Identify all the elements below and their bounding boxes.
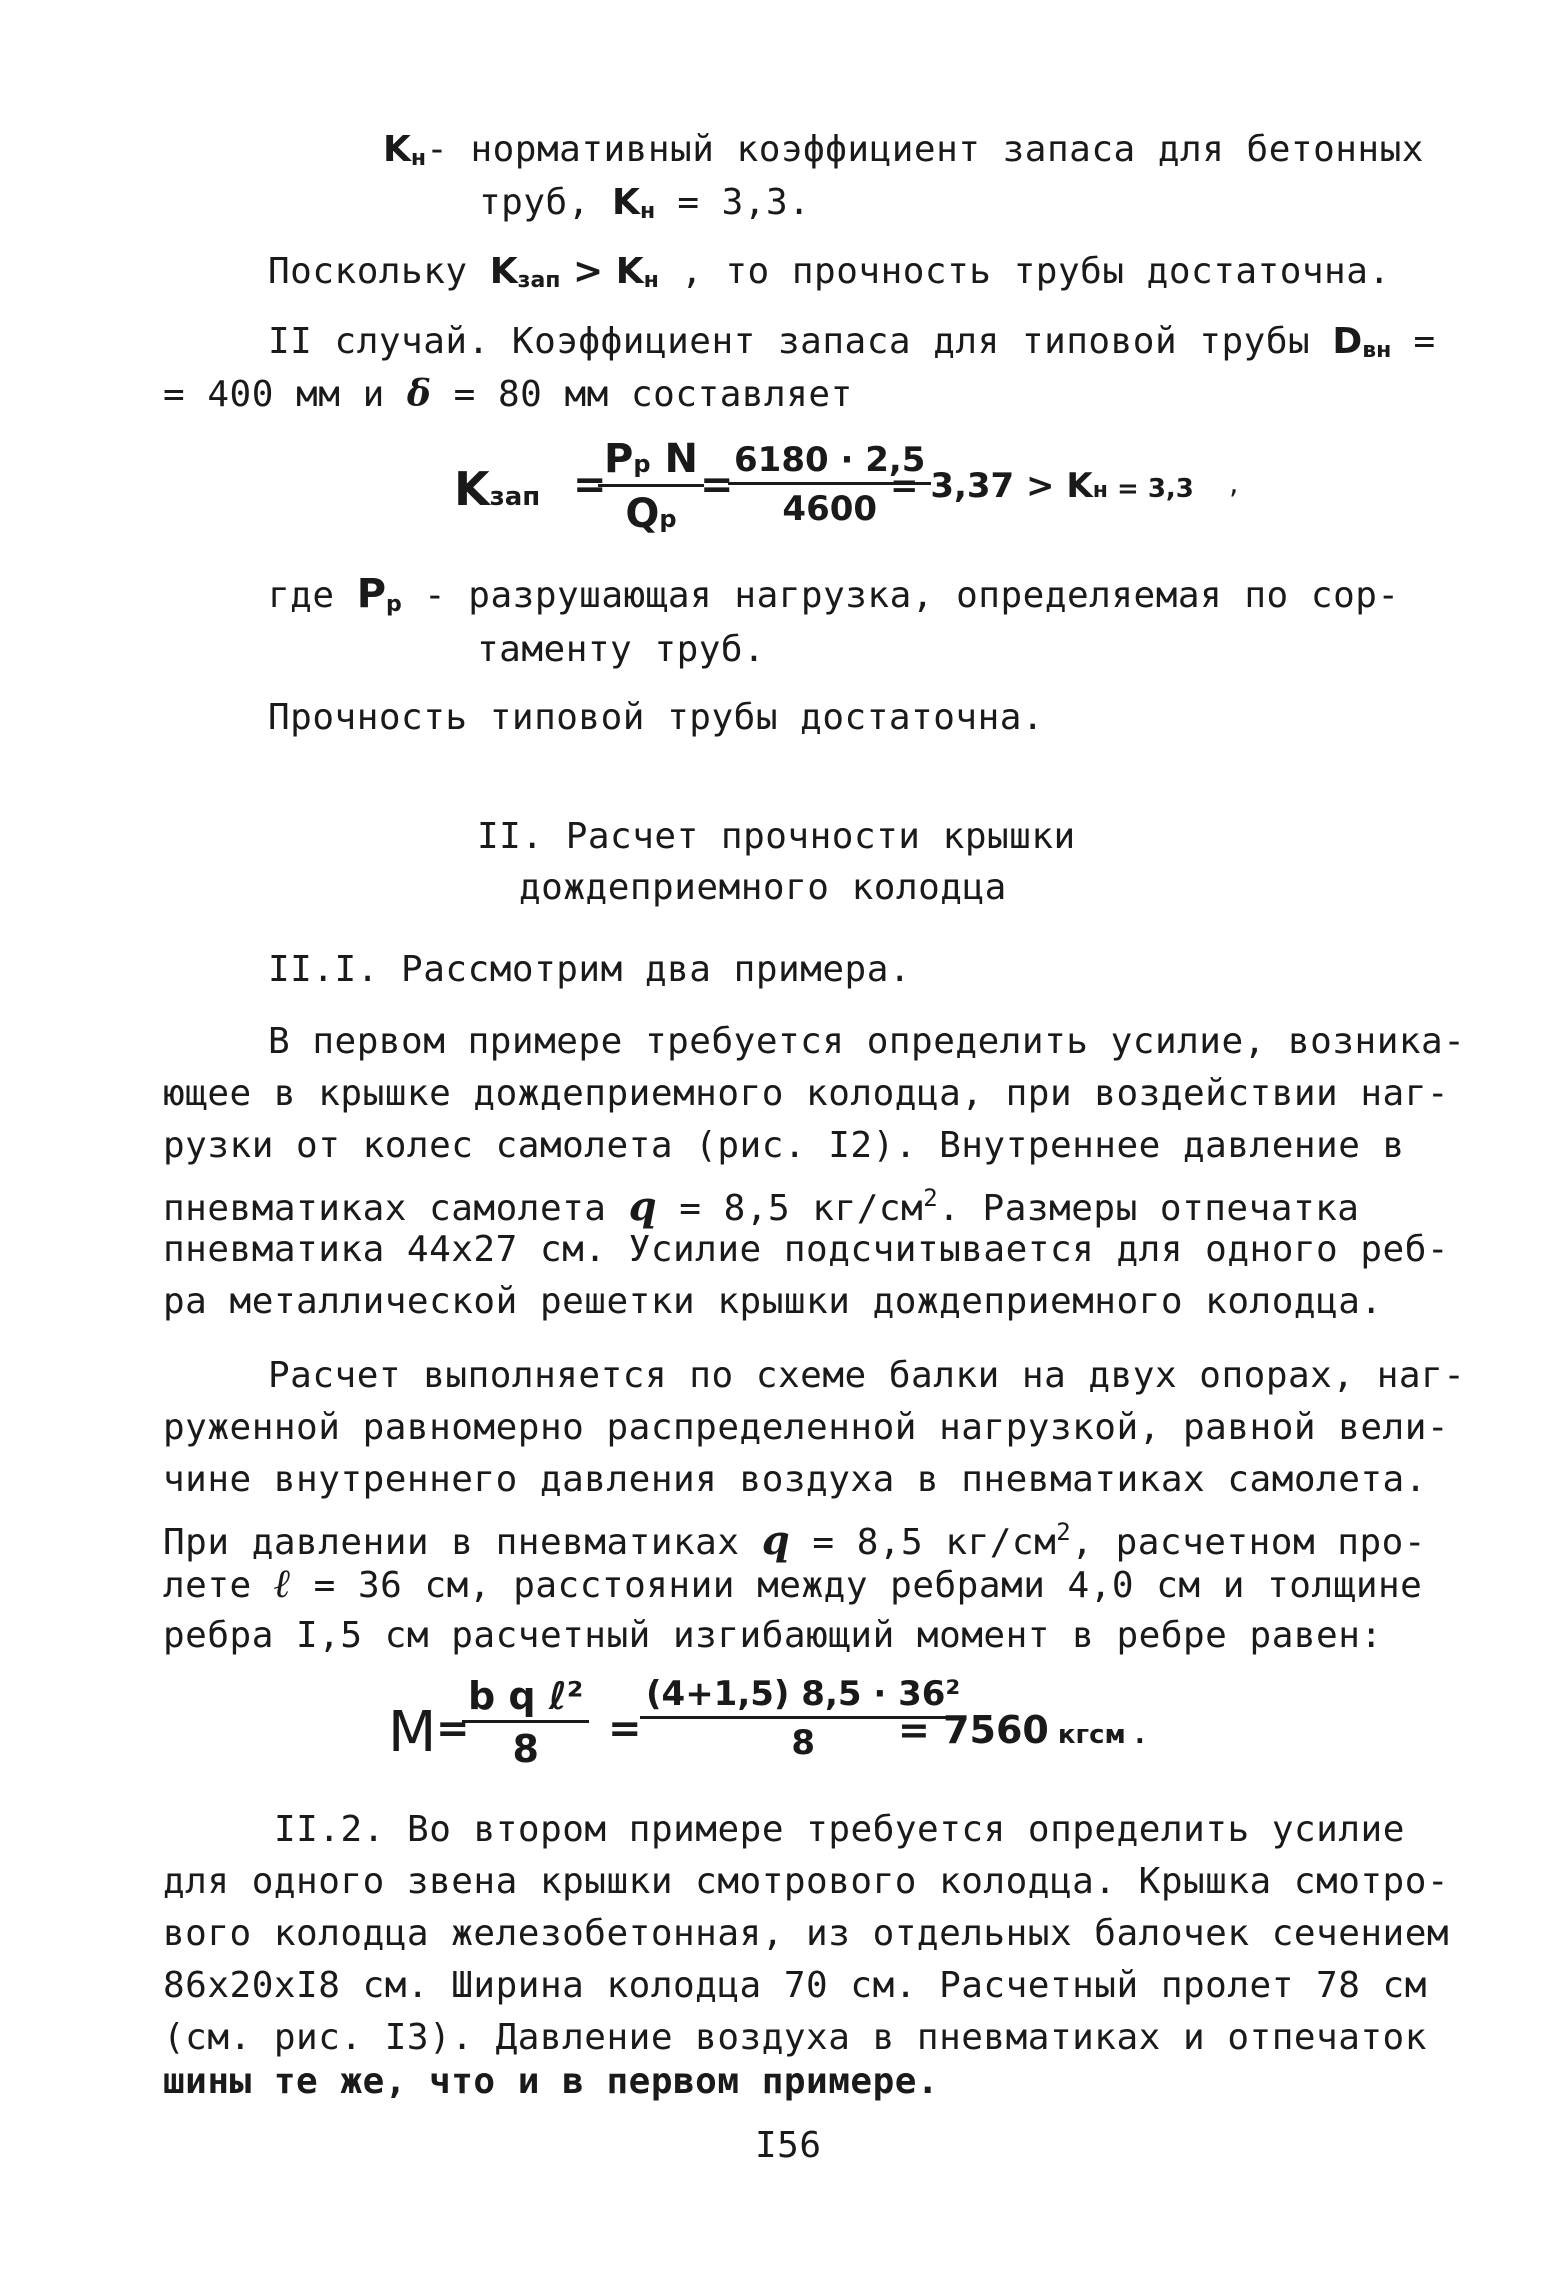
section-title-line-1 — [477, 815, 1076, 859]
formula1-result-value: = 3,37 > K — [890, 466, 1093, 506]
q-subscript: р — [659, 505, 677, 533]
section-title-1: II. Расчет прочности крышки — [477, 816, 1076, 857]
section-title-2: дождеприемного колодца — [519, 867, 1007, 908]
kzap-subscript: зап — [517, 268, 561, 293]
page-number — [755, 2124, 822, 2168]
p2-line-5 — [163, 2016, 1427, 2060]
kn-definition-text: - нормативный коэффициент запаса для бетонных — [426, 129, 1424, 170]
case2-line-1 — [268, 320, 1436, 373]
p12-text-4a: пневматиках самолета — [163, 1188, 629, 1229]
formula2-numerator-2: (4+1,5) 8,5 · 36² — [640, 1674, 966, 1719]
case2-equals: = — [1391, 321, 1436, 362]
p13-line-6 — [163, 1614, 1383, 1658]
kn-subscript-2: н — [639, 199, 656, 224]
kn-subscript: н — [410, 146, 427, 171]
p2-line-4 — [163, 1964, 1427, 2008]
p13-text-4a: При давлении в пневматиках — [163, 1522, 762, 1563]
p12-text-5: пневматика 44х27 см. Усилие подсчитывается для одного реб- — [163, 1229, 1450, 1270]
delta-symbol: δ — [406, 373, 432, 415]
formula2-result — [898, 1708, 1145, 1752]
p13-text-5a: лете — [163, 1565, 274, 1606]
q-symbol: Q — [625, 491, 660, 537]
formula1-numerator-2: 6180 · 2,5 — [728, 440, 931, 485]
formula2-numerator-1: b q ℓ² — [462, 1674, 589, 1723]
p2-line-2 — [163, 1860, 1449, 1904]
p12-line-1 — [268, 1020, 1465, 1064]
kn-subscript-3: н — [643, 268, 659, 293]
where-text-b: - разрушающая нагрузка, определяемая по сор- — [401, 575, 1400, 616]
formula1-denominator-1 — [625, 487, 676, 537]
since-text-b: , то прочность трубы достаточна. — [658, 251, 1391, 292]
kzap-symbol: K — [489, 251, 518, 292]
kn-value-prefix: труб, — [479, 182, 613, 223]
span-length-symbol: ℓ — [273, 1560, 292, 1607]
p2-line-6 — [163, 2060, 939, 2104]
pp-symbol: P — [356, 571, 387, 617]
greater-than-sign: > — [560, 251, 616, 292]
p11-text: II.I. Рассмотрим два примера. — [268, 949, 912, 990]
p12-text-1: В первом примере требуется определить усилие, возника- — [268, 1021, 1466, 1062]
formula1-lhs-symbol: K — [454, 462, 490, 516]
page-number-text: I56 — [755, 2125, 822, 2166]
formula1-equals-2: = — [700, 462, 734, 508]
p2-line-3 — [163, 1912, 1449, 1956]
p13-superscript: 2 — [1056, 1518, 1072, 1546]
q-load-symbol: q — [628, 1183, 658, 1230]
n-symbol: N — [650, 436, 698, 482]
formula1-result — [890, 466, 1194, 506]
formula1-comma: , — [1229, 466, 1239, 501]
since-text-a: Поскольку — [268, 251, 490, 292]
formula2-denominator-2: 8 — [791, 1723, 815, 1763]
where-text-line2: таменту труб. — [477, 629, 766, 670]
strength-ok-text: Прочность типовой трубы достаточна. — [268, 697, 1045, 738]
kn-definition-line-2 — [479, 181, 810, 234]
formula2-fraction-1 — [462, 1674, 589, 1771]
kn-value: = 3,3. — [655, 182, 811, 223]
d-subscript: вн — [1362, 338, 1392, 363]
kn-symbol-3: K — [615, 251, 644, 292]
since-line — [268, 250, 1391, 303]
formula1-lhs-subscript: зап — [489, 482, 541, 512]
p12-line-6 — [163, 1280, 1383, 1324]
formula2-result-value: = 7560 — [898, 1708, 1049, 1752]
p13-text-2: руженной равномерно распределенной нагрузкой, равной вели- — [163, 1407, 1450, 1448]
p2-line-1 — [274, 1808, 1405, 1852]
p13-text-5b: = 36 см, расстоянии между ребрами 4,0 см и толщине — [291, 1565, 1423, 1606]
p12-line-5 — [163, 1228, 1449, 1272]
formula2-unit: кгсм . — [1048, 1720, 1145, 1750]
p13-text-4c: , расчетном про- — [1071, 1522, 1426, 1563]
where-line-2 — [477, 628, 765, 672]
p12-text-4c: . Размеры отпечатка — [938, 1188, 1360, 1229]
p13-text-4b: = 8,5 кг/см — [790, 1522, 1057, 1563]
p12-line-3 — [163, 1124, 1405, 1168]
kn-symbol-2: K — [612, 182, 640, 223]
p11-line — [268, 948, 911, 992]
p12-line-4 — [163, 1176, 1359, 1231]
p12-text-2: ющее в крышке дождеприемного колодца, при воздействии наг- — [163, 1073, 1450, 1114]
p2-text-4: 86х20хI8 см. Ширина колодца 70 см. Расчетный пролет 78 см — [163, 1965, 1427, 2006]
p2-text-3: вого колодца железобетонная, из отдельных балочек сечением — [163, 1913, 1450, 1954]
case2-line2-text-a: = 400 мм и — [163, 374, 407, 415]
p13-line-4 — [163, 1510, 1426, 1565]
case2-line-2 — [163, 372, 853, 417]
section-title-line-2 — [519, 866, 1007, 910]
p12-line-2 — [163, 1072, 1449, 1116]
d-symbol: D — [1332, 321, 1363, 362]
where-line-1 — [268, 572, 1400, 627]
formula1-equals-1: = — [573, 462, 607, 508]
formula2-equals-1: = — [436, 1706, 470, 1752]
p13-line-2 — [163, 1406, 1449, 1450]
formula1-lhs — [454, 462, 540, 516]
p13-line-1 — [268, 1354, 1465, 1398]
p12-text-6: ра металлической решетки крышки дождеприемного колодца. — [163, 1281, 1383, 1322]
formula1-numerator-1 — [598, 436, 704, 487]
case2-line2-text-b: = 80 мм составляет — [431, 374, 853, 415]
p13-text-6: ребра I,5 см расчетный изгибающий момент в ребре равен: — [163, 1615, 1383, 1656]
pp-subscript: р — [386, 592, 402, 617]
formula2-denominator-1: 8 — [512, 1727, 539, 1771]
p13-line-5 — [163, 1562, 1422, 1608]
p2-text-2: для одного звена крышки смотрового колодца. Крышка смотро- — [163, 1861, 1450, 1902]
p2-text-5: (см. рис. I3). Давление воздуха в пневматиках и отпечаток — [163, 2017, 1427, 2058]
p13-text-3: чине внутреннего давления воздуха в пневматиках самолета. — [163, 1459, 1427, 1500]
case2-text: II случай. Коэффициент запаса для типовой трубы — [268, 321, 1333, 362]
where-text-a: где — [268, 575, 357, 616]
p12-superscript: 2 — [923, 1184, 939, 1212]
formula2-equals-2: = — [608, 1706, 642, 1752]
kn-symbol: K — [383, 129, 411, 170]
kn-definition-line-1 — [383, 128, 1424, 181]
p12-text-3: рузки от колес самолета (рис. I2). Внутреннее давление в — [163, 1125, 1405, 1166]
p-subscript: р — [633, 450, 651, 478]
strength-ok-line — [268, 696, 1044, 740]
q-load-symbol-2: q — [761, 1517, 791, 1564]
formula1-result-tail: = 3,3 — [1107, 474, 1194, 504]
formula1-result-subscript: н — [1092, 478, 1108, 503]
p2-text-6: шины те же, что и в первом примере. — [163, 2061, 940, 2102]
p12-text-4b: = 8,5 кг/см — [657, 1188, 924, 1229]
p2-text-1: II.2. Во втором примере требуется определить усилие — [274, 1809, 1405, 1850]
formula1-denominator-2: 4600 — [782, 489, 878, 529]
p13-text-1: Расчет выполняется по схеме балки на двух опорах, наг- — [268, 1355, 1466, 1396]
formula1-fraction-1 — [598, 436, 704, 537]
p13-line-3 — [163, 1458, 1427, 1502]
p-symbol: P — [604, 436, 634, 482]
formula2-lhs: M — [388, 1700, 437, 1765]
